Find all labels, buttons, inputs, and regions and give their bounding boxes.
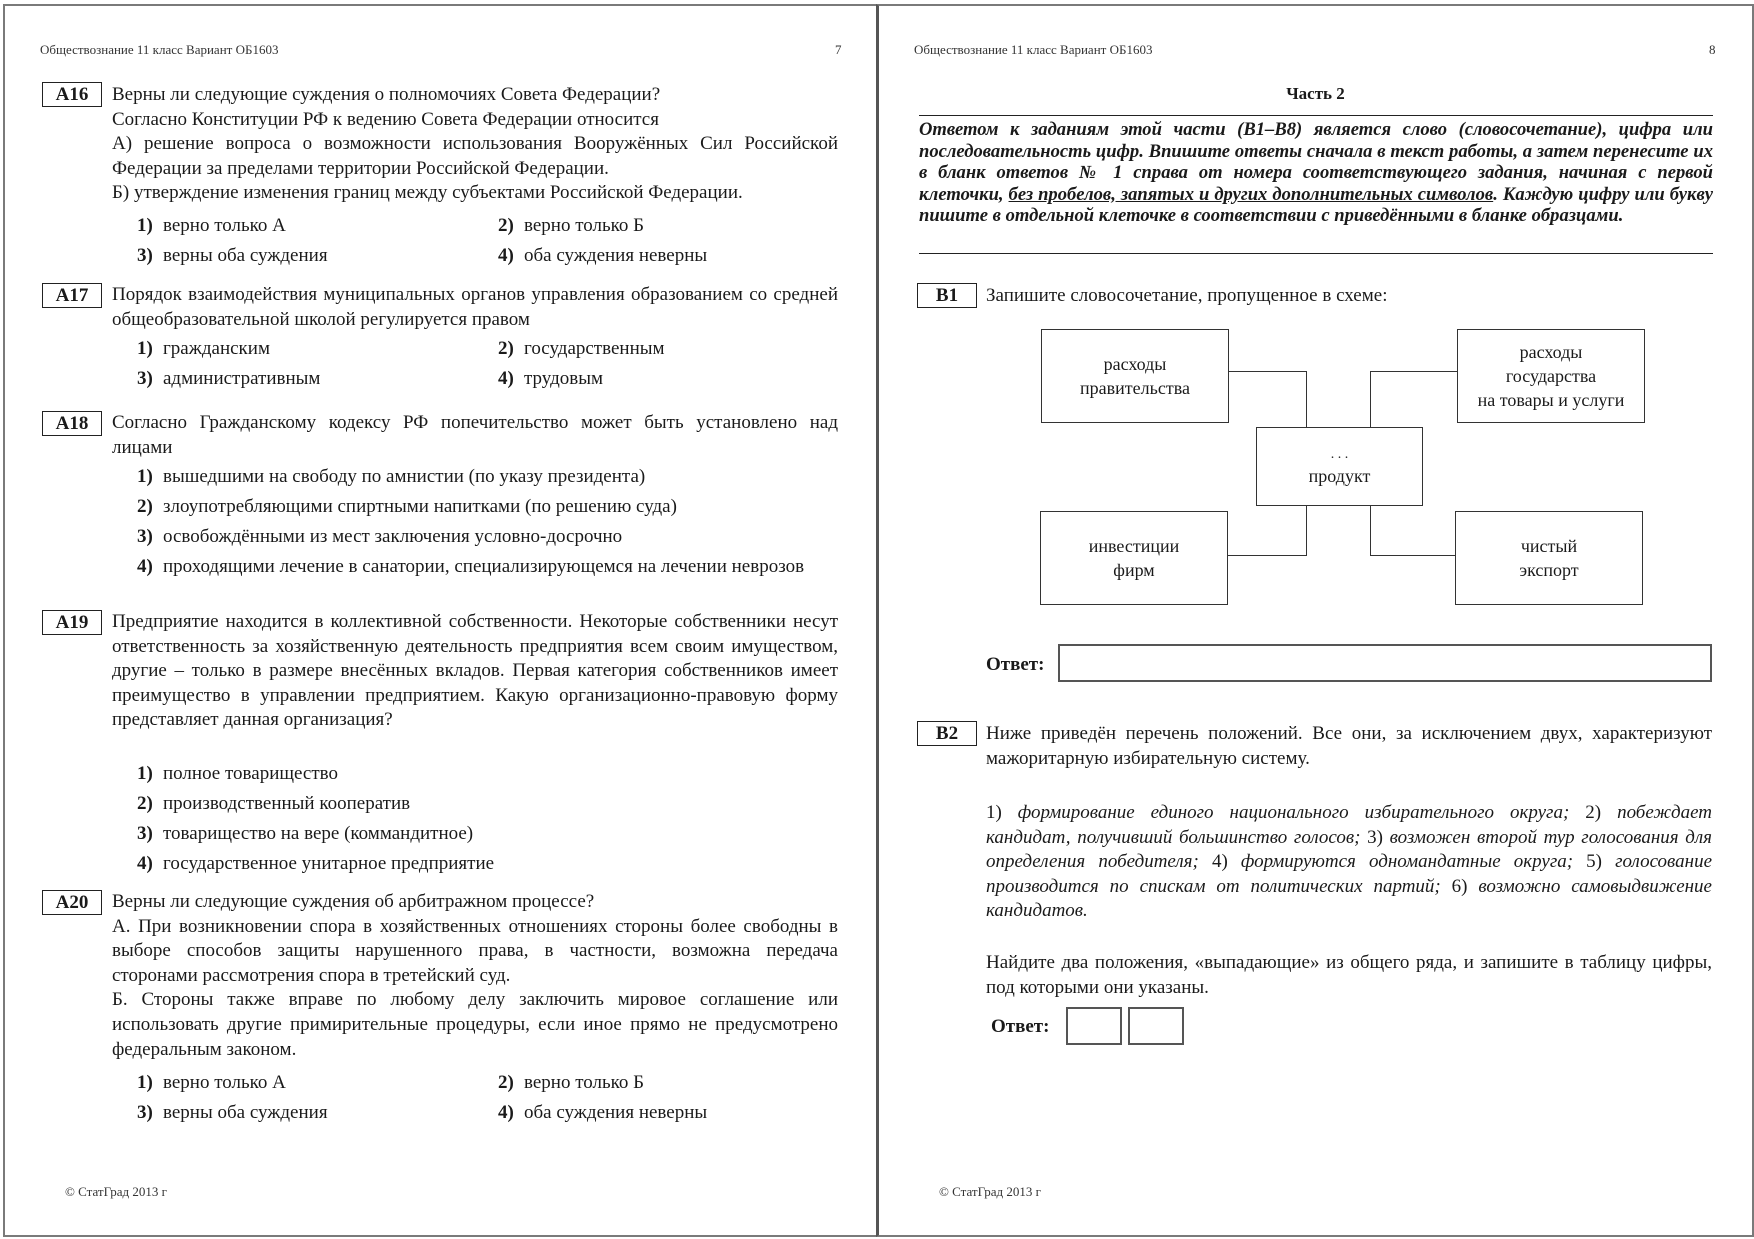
question-text-line: Предприятие находится в коллективной собственности. Некоторые собственники несут ответственность за хозяйственную деятельность предприятия всем своим имуществом, другие – только в размере внесённых вкладов. Первая категория собственников имеет преимущество в управлении предприятием. Какую организационно-правовую форму представляет данная организация? [112,611,838,731]
option-2[interactable] [137,792,410,816]
option-1[interactable] [137,214,286,238]
option-2[interactable] [137,495,677,519]
option-4[interactable] [137,852,494,876]
option-text: верны оба суждения [163,245,328,266]
option-number: 4) [498,245,514,266]
statement-a: А) решение вопроса о возможности использования Вооружённых Сил Российской Федерации за пределами территории Российской Федерации. [112,133,838,179]
option-number: 4) [137,556,153,577]
connector-line [1229,371,1307,372]
option-text: верно только Б [524,215,645,236]
instructions-text: . Каждую цифру или букву пишите в отдельной клеточке в соответствии с приведёнными в бланке образцами. [919,183,1714,227]
item-number: 5) [1586,851,1602,873]
statement-b: Б) утверждение изменения границ между субъектами Российской Федерации. [112,182,743,204]
option-1[interactable] [137,1071,286,1095]
diagram-box-text: правительства [1080,378,1190,398]
option-1[interactable] [137,465,645,489]
option-number: 3) [137,1102,153,1123]
question-a16-text [112,83,838,206]
question-label-a16: A16 [42,82,102,107]
instructions-top-rule [919,115,1713,116]
option-text: производственный кооператив [163,793,411,814]
option-text: гражданским [163,338,270,359]
page-number: 7 [835,42,842,57]
option-text: государственное унитарное предприятие [163,853,495,874]
question-prompt: Запишите словосочетание, пропущенное в схеме: [986,285,1388,306]
item-text: формирование единого национального избирательного округа [1017,802,1563,823]
option-text: злоупотребляющими спиртными напитками (по решению суда) [163,496,677,517]
item-text: формируются одномандатные округа [1240,851,1567,873]
question-label-a20: A20 [42,890,102,915]
question-a20-text [112,890,838,1062]
b2-task-text [986,951,1712,1000]
item-number: 2) [1585,802,1602,823]
diagram-box-government-spending [1041,329,1229,423]
part-instructions [919,119,1713,227]
option-text: освобождёнными из мест заключения условно-досрочно [163,526,623,547]
option-number: 2) [498,1072,514,1093]
question-label-b1: B1 [917,283,977,308]
option-number: 2) [137,496,153,517]
diagram-box-investment [1040,511,1228,605]
option-text: верно только А [163,1072,286,1093]
statement-b: Б. Стороны также вправе по любому делу заключить мировое соглашение или использовать другие примирительные процедуры, если иное прямо не предусмотрено федеральным законом. [112,989,838,1060]
question-label-b2: B2 [917,721,977,746]
option-number: 4) [498,1102,514,1123]
option-3[interactable] [137,822,473,846]
item-number: 4) [1211,851,1228,873]
instructions-bottom-rule [919,253,1713,254]
question-text-line: Согласно Гражданскому кодексу РФ попечительство может быть установлено над лицами [112,412,838,458]
diagram-box-state-purchases [1457,329,1645,423]
option-number: 2) [498,338,514,359]
diagram-box-text: расходы [1103,354,1167,374]
item-text: голосование производится по спискам от политических партий [986,851,1713,897]
left-page [3,4,877,1237]
question-label-a18: A18 [42,411,102,436]
question-label-a19: A19 [42,610,102,635]
option-number: 1) [137,466,153,487]
question-a18-text [112,411,838,460]
option-3[interactable] [137,367,320,391]
question-label-a17: A17 [42,283,102,308]
option-number: 1) [137,215,153,236]
option-text: трудовым [524,368,604,389]
diagram-box-text: на товары и услуги [1477,390,1625,410]
question-text-line: Верны ли следующие суждения о полномочиях Совета Федерации? [112,84,661,105]
item-number: 6) [1451,875,1468,897]
option-number: 3) [137,823,153,844]
diagram-box-text: фирм [1113,560,1155,580]
page-header: Обществознание 11 класс Вариант ОБ1603 [40,42,279,57]
option-number: 2) [137,793,153,814]
option-number: 3) [137,526,153,547]
diagram-box-text: экспорт [1519,560,1579,580]
option-text: товарищество на вере (коммандитное) [163,823,474,844]
item-number: 3) [1367,826,1383,848]
question-text-line: Верны ли следующие суждения об арбитражном процессе? [112,891,595,912]
option-text: полное товарищество [163,763,338,784]
page-number: 8 [1709,42,1716,57]
connector-line [1370,371,1458,372]
option-text: верны оба суждения [163,1102,328,1123]
option-text: государственным [524,338,665,359]
option-4[interactable] [498,367,603,391]
option-1[interactable] [137,337,270,361]
connector-line [1306,371,1307,428]
option-number: 1) [137,1072,153,1093]
task-instruction: Найдите два положения, «выпадающие» из общего ряда, и запишите в таблицу цифры, под которыми они указаны. [986,952,1712,998]
option-number: 1) [137,763,153,784]
option-1[interactable] [137,762,338,786]
option-2[interactable] [498,214,644,238]
option-text: оба суждения неверны [524,245,708,266]
item-number: 1) [986,802,1002,823]
page-header: Обществознание 11 класс Вариант ОБ1603 [914,42,1153,57]
page-footer: © СтатГрад 2013 г [65,1184,167,1199]
diagram-box-text: государства [1505,366,1597,386]
diagram-box-text: инвестиции [1088,536,1180,556]
option-text: оба суждения неверны [524,1102,708,1123]
option-number: 3) [137,245,153,266]
option-3[interactable] [137,1101,328,1125]
b1-answer-label: Ответ: [986,654,1045,675]
option-4[interactable] [498,244,707,268]
option-text: вышедшими на свободу по амнистии (по указу президента) [163,466,646,487]
diagram-box-text: продукт [1308,465,1371,486]
option-text: проходящими лечение в санатории, специализирующемся на лечении неврозов [163,556,805,577]
instructions-text: Ответом к заданиям этой части (В1–В8) является слово (словосочетание), цифра или последовательность цифр. Впишите ответы сначала в текст работы, а затем перенесите их в бланк ответов № 1 справа от номера соответствующего задания, начиная с первой клеточки, [919,119,1713,205]
diagram-box-center-missing [1256,427,1423,506]
question-b1-text [986,284,1712,309]
page-footer: © СтатГрад 2013 г [939,1184,1041,1199]
option-2[interactable] [498,1071,644,1095]
question-text-line: Порядок взаимодействия муниципальных органов управления образованием со средней общеобразовательной школой регулируется правом [112,284,838,330]
diagram-missing-ellipsis: . . . [1330,446,1349,462]
b2-answer-cell-1[interactable] [1066,1007,1122,1045]
connector-line [1370,505,1371,555]
item-text: возможен второй тур голосования для определения победителя [986,826,1713,873]
option-3[interactable] [137,244,328,268]
item-text: возможно самовыдвижение кандидатов [986,875,1712,922]
statement-a: А. При возникновении спора в хозяйственных отношениях стороны более свободны в выборе способов защиты нарушенного права, в частности, возможна передача сторонами рассмотрения спора в третейский суд. [112,915,838,986]
option-4[interactable] [137,555,838,605]
part-title: Часть 2 [1286,84,1345,103]
option-text: верно только Б [524,1072,645,1093]
b2-answer-cell-2[interactable] [1128,1007,1184,1045]
question-a17-text [112,283,838,332]
b2-answer-label: Ответ: [991,1016,1050,1037]
question-prompt: Ниже приведён перечень положений. Все они, за исключением двух, характеризуют мажоритарную избирательную систему. [986,723,1712,769]
option-number: 4) [498,368,514,389]
question-text-line: Согласно Конституции РФ к ведению Совета Федерации относится [112,108,659,130]
connector-line [1370,371,1371,428]
b2-items-list: 1) формирование единого национального избирательного округа; 2) побеждает кандидат, получивший большинство голосов; 3) возможен второй тур голосования для определения победителя; 4) формируются одномандатные округа; 5) голосование производится по спискам от политических партий; 6) возможно самовыдвижение кандидатов. [986,802,1713,922]
option-number: 3) [137,368,153,389]
item-text: побеждает кандидат, получивший большинство голосов [986,802,1713,848]
connector-line [1370,555,1456,556]
option-2[interactable] [498,337,665,361]
diagram-box-text: расходы [1519,342,1583,362]
option-number: 2) [498,215,514,236]
option-number: 4) [137,853,153,874]
question-b2-text [986,722,1712,771]
instructions-underlined: без пробелов, запятых и других дополнительных символов [1008,183,1494,205]
option-number: 1) [137,338,153,359]
connector-line [1306,505,1307,555]
b1-answer-field[interactable] [1058,644,1712,682]
option-text: административным [163,368,321,389]
option-3[interactable] [137,525,622,549]
question-a19-text [112,610,838,733]
connector-line [1228,555,1307,556]
right-page [876,4,1754,1237]
diagram-box-text: чистый [1520,536,1578,556]
diagram-box-net-export [1455,511,1643,605]
option-4[interactable] [498,1101,707,1125]
option-text: верно только А [163,215,286,236]
